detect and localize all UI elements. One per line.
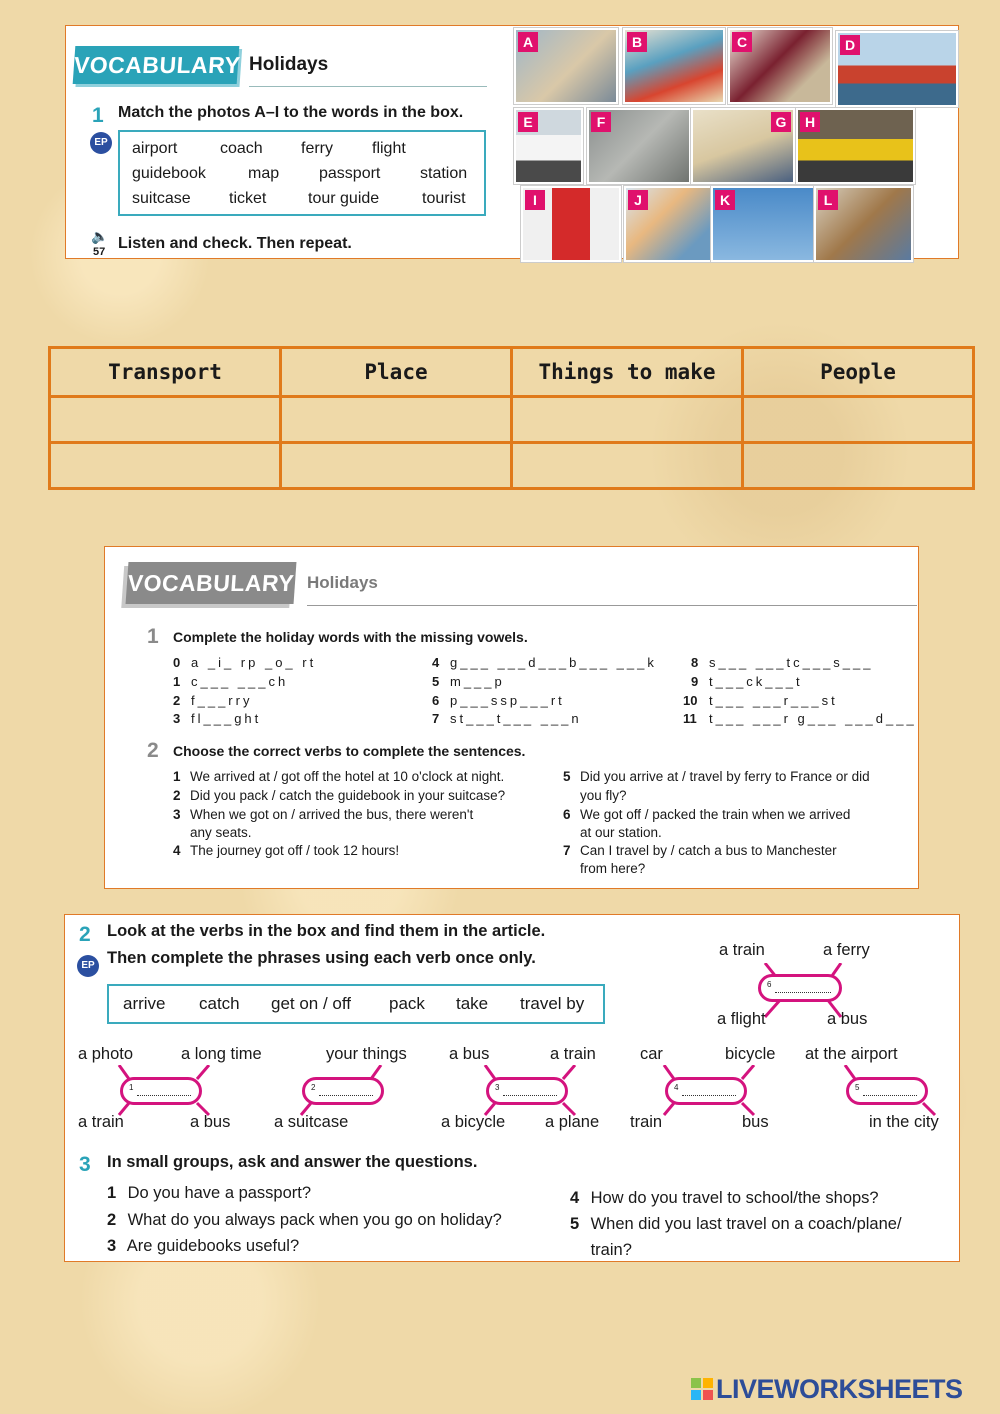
sentence-text: Can I travel by / catch a bus to Manchester [580,843,837,858]
photo-letter: I [525,190,545,210]
question [107,1211,502,1230]
sentence-number: 7 [563,843,571,858]
answer-cell[interactable] [743,397,974,443]
photo-airport-aerial [587,108,691,184]
word-number: 0 [173,655,181,670]
question-text: Do you have a passport? [127,1184,312,1202]
answer-line [682,1095,736,1096]
word: tour guide [308,190,380,207]
photo-ferry [836,31,958,107]
photo-map [514,28,618,104]
photo-tour-guide [814,186,913,262]
word-text: a _i_ rp _o_ rt [191,655,317,670]
word-box [118,130,486,216]
exercise-instruction: Match the photos A–I to the words in the box. [118,104,464,121]
word: passport [319,165,381,182]
header-things: Things to make [512,348,743,397]
verb: travel by [520,994,585,1013]
sentence [563,806,913,824]
verb: arrive [123,994,166,1013]
sentence-number: 6 [563,807,571,822]
listen-instruction: Listen and check. Then repeat. [118,235,352,252]
question-number: 2 [107,1211,117,1229]
collocation-input-2[interactable] [302,1077,384,1105]
word-text: st___t___ ___n [450,711,582,726]
audio-track-number: 57 [93,246,106,258]
section-title: Holidays [307,573,378,592]
sentence-number: 1 [173,769,181,784]
collocation-word: a bus [449,1045,490,1063]
collocation-number: 1 [129,1083,134,1092]
question-number: 1 [107,1184,117,1202]
word-text: t___ ___r g___ ___d___ [709,711,917,726]
word: suitcase [132,190,191,207]
sentence [173,787,553,805]
word-number: 9 [691,674,699,689]
word-text: fl___ght [191,711,262,726]
word-text: m___p [450,674,505,689]
question [570,1215,902,1234]
verb: get on / off [271,994,352,1013]
vowel-word [173,693,252,708]
photo-guidebooks [623,28,725,104]
sentence-text: Did you arrive at / travel by ferry to France or did [580,769,870,784]
vocabulary-tag: VOCABULARY [126,562,297,604]
audio-icon[interactable]: 🔈 [91,228,109,244]
exercise-instruction: In small groups, ask and answer the questions. [107,1153,478,1171]
collocation-number: 4 [674,1083,679,1092]
word-text: t___ ___r___st [709,693,838,708]
collocation-word: a bus [190,1113,231,1131]
answer-cell[interactable] [512,443,743,489]
question-number: 3 [107,1237,117,1255]
collocation-word: a train [550,1045,596,1063]
word-text: s___ ___tc___s___ [709,655,874,670]
word: guidebook [132,165,206,182]
collocation-input-1[interactable] [120,1077,202,1105]
sentence [563,768,913,786]
question-text: Are guidebooks useful? [126,1237,300,1255]
word-text: f___rry [191,693,253,708]
word: airport [132,140,178,157]
exercise-number: 2 [79,923,91,946]
photo-letter: B [627,32,647,52]
answer-line [503,1095,557,1096]
word: tourist [422,190,466,207]
answer-cell[interactable] [281,397,512,443]
collocation-word: a long time [181,1045,262,1063]
vowel-word [691,655,873,670]
photo-letter: L [818,190,838,210]
photo-flight [711,186,815,262]
vocabulary-panel-top [65,25,959,259]
photo-letter: J [628,190,648,210]
category-table [48,346,975,490]
question [570,1189,879,1208]
word-number: 5 [432,674,440,689]
section-number: 1 [147,625,159,648]
collocation-word: your things [326,1045,407,1063]
sentence-number: 2 [173,788,181,803]
photo-tourist [624,186,712,262]
collocation-input-3[interactable] [486,1077,568,1105]
sentence-text: from here? [580,861,646,876]
collocation-word: in the city [869,1113,939,1131]
sentence-number: 4 [173,843,181,858]
vowel-word [432,693,565,708]
question [107,1184,311,1203]
question-number: 4 [570,1189,580,1207]
sentence-text: Did you pack / catch the guidebook in your suitcase? [190,788,506,803]
header-transport: Transport [50,348,281,397]
word-text: c___ ___ch [191,674,289,689]
header-place: Place [281,348,512,397]
header-people: People [743,348,974,397]
answer-line [137,1095,191,1096]
collocation-number: 6 [767,980,772,989]
answer-cell[interactable] [50,397,281,443]
collocation-word: a bus [827,1010,868,1028]
question [570,1241,632,1260]
photo-letter: D [840,35,860,55]
collocation-word: a train [78,1113,124,1131]
collocation-word: a flight [717,1010,766,1028]
photo-passport [728,28,832,104]
section-number: 2 [147,739,159,762]
word-number: 8 [691,655,699,670]
collocation-input-6[interactable] [758,974,842,1002]
photo-letter: E [518,112,538,132]
collocation-word: a plane [545,1113,600,1131]
word-number: 4 [432,655,440,670]
word: coach [220,140,263,157]
photo-ticket [691,108,795,184]
sentence [563,842,913,860]
word-number: 7 [432,711,440,726]
vowel-word [173,674,288,689]
verb: pack [389,994,425,1013]
sentence-text: We got off / packed the train when we arrived [580,807,851,822]
photo-coach [514,108,583,184]
word-number: 10 [683,693,698,708]
word-text: g___ ___d___b___ ___k [450,655,657,670]
instruction-line: Then complete the phrases using each verb once only. [107,949,536,967]
word: station [420,165,468,182]
liveworksheets-logo[interactable] [691,1374,963,1405]
answer-cell[interactable] [50,443,281,489]
exercise-number: 3 [79,1153,91,1176]
logo-text: LIVEWORKSHEETS [716,1374,963,1404]
photo-letter: C [732,32,752,52]
vocabulary-tag: VOCABULARY [73,46,240,84]
collocation-word: at the airport [805,1045,898,1063]
word-text: t___ck___t [709,674,803,689]
collocation-number: 2 [311,1083,316,1092]
word-number: 6 [432,693,440,708]
question-text: How do you travel to school/the shops? [590,1189,879,1207]
vowel-word [173,711,261,726]
vowel-word [432,711,582,726]
sentence-text: any seats. [190,825,252,840]
answer-cell[interactable] [512,397,743,443]
verb: catch [199,994,240,1013]
word-number: 2 [173,693,181,708]
collocation-number: 3 [495,1083,500,1092]
question-text: train? [590,1241,632,1259]
photo-letter: K [715,190,735,210]
sentence-text: When we got on / arrived the bus, there weren't [190,807,474,822]
photo-letter: H [800,112,820,132]
sentence [173,768,553,786]
sentence [173,824,553,842]
collocation-word: a train [719,941,765,959]
answer-line [775,992,831,993]
sentence [563,860,913,878]
section-instruction: Choose the correct verbs to complete the sentences. [173,743,526,759]
word-number: 3 [173,711,181,726]
photo-station [796,108,915,184]
sentence [563,787,913,805]
collocation-word: bicycle [725,1045,776,1063]
vowel-word [683,693,838,708]
collocation-input-4[interactable] [665,1077,747,1105]
collocation-word: a ferry [823,941,870,959]
vowel-word [432,655,657,670]
collocation-input-5[interactable] [846,1077,928,1105]
collocation-word: car [640,1045,663,1063]
photo-suitcase [521,186,621,262]
sentence-text: The journey got off / took 12 hours! [190,843,400,858]
verbs-panel [64,914,960,1262]
word: flight [372,140,406,157]
collocation-word: bus [742,1113,769,1131]
sentence [173,842,553,860]
sentence-text: at our station. [580,825,662,840]
answer-line [863,1095,917,1096]
vocabulary-panel-middle [104,546,919,889]
sentence-number: 3 [173,807,181,822]
photo-letter: F [591,112,611,132]
question-text: When did you last travel on a coach/plane/ [590,1215,902,1233]
collocation-word: a suitcase [274,1113,349,1131]
vowel-word [691,674,803,689]
word-number: 1 [173,674,181,689]
word-text: p___ssp___rt [450,693,565,708]
sentence-text: We arrived at / got off the hotel at 10 o'clock at night. [190,769,505,784]
vowel-word [683,711,917,726]
answer-cell[interactable] [743,443,974,489]
answer-cell[interactable] [281,443,512,489]
sentence [563,824,913,842]
collocation-word: a photo [78,1045,134,1063]
word: ferry [301,140,333,157]
collocation-word: a bicycle [441,1113,506,1131]
title-rule [249,86,487,87]
sentence [173,806,553,824]
ep-badge: EP [90,132,112,154]
collocation-word: train [630,1113,663,1131]
sentence-number: 5 [563,769,571,784]
photo-letter: A [518,32,538,52]
vowel-word [432,674,505,689]
ep-badge: EP [77,955,99,977]
question-text: What do you always pack when you go on holiday? [127,1211,502,1229]
collocation-number: 5 [855,1083,860,1092]
section-instruction: Complete the holiday words with the missing vowels. [173,629,528,645]
section-title: Holidays [249,54,329,75]
logo-icon [691,1378,713,1400]
question-number: 5 [570,1215,580,1233]
exercise-number: 1 [92,104,104,127]
vowel-word [173,655,316,670]
word-number: 11 [683,711,697,726]
sentence-text: you fly? [580,788,627,803]
instruction-line: Look at the verbs in the box and find them in the article. [107,922,546,940]
title-rule [307,605,917,606]
word: map [248,165,280,182]
photo-letter: G [771,112,791,132]
verb-box [107,984,605,1024]
answer-line [319,1095,373,1096]
verb: take [456,994,489,1013]
question [107,1237,299,1256]
word: ticket [229,190,267,207]
